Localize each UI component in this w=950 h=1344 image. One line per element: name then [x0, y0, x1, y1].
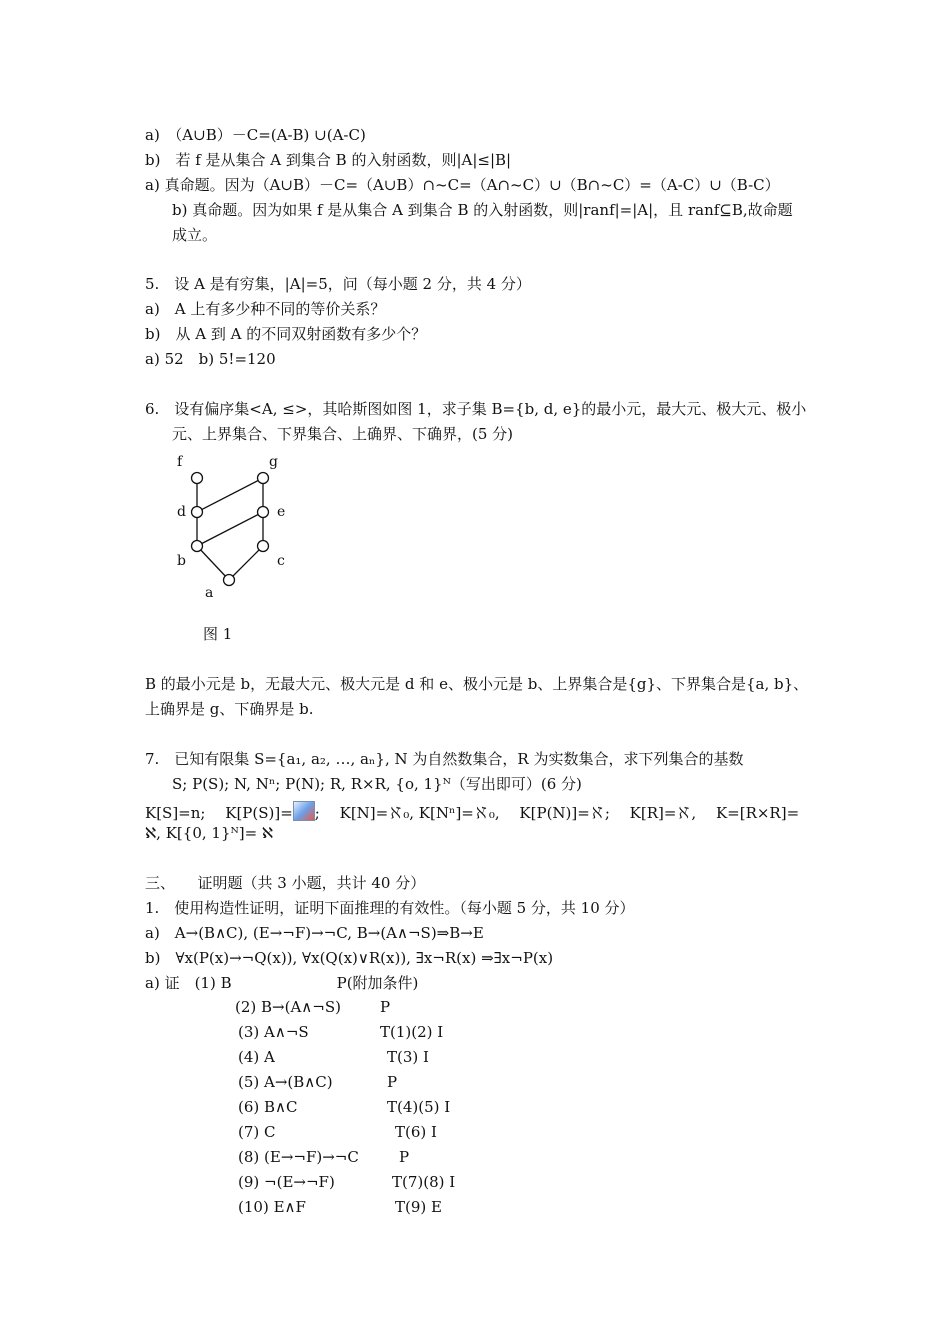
proof-reason: T(7)(8) I: [392, 1173, 456, 1191]
proof-step: (6) B∧C: [238, 1098, 298, 1116]
node-d: [192, 507, 203, 518]
node-c: [258, 541, 269, 552]
text-line: S; P(S); N, Nⁿ; P(N); R, R×R, {o, 1}ᴺ（写出即可）(6 分): [172, 775, 582, 793]
text-line: ℵ, K[{0, 1}ᴺ]= ℵ: [145, 824, 274, 842]
text-line: a) A 上有多少种不同的等价关系？: [145, 300, 386, 318]
text-line: a) 真命题。因为（A∪B）－C=（A∪B）∩~C=（A∩~C）∪（B∩~C）=（A-C）∪（B-C）: [145, 176, 780, 194]
node-f: [192, 473, 203, 484]
text-line: a) A→(B∧C), (E→¬F)→¬C, B→(A∧¬S)⇒B→E: [145, 924, 484, 942]
text-line: a) 证 (1) B P(附加条件): [145, 974, 419, 992]
hasse-diagram: [165, 450, 305, 610]
proof-step: (3) A∧¬S: [238, 1023, 309, 1041]
proof-reason: P: [380, 998, 391, 1016]
question-heading: 5. 设 A 是有穷集，|A|=5，问（每小题 2 分，共 4 分）: [145, 275, 531, 293]
node-e: [258, 507, 269, 518]
proof-reason: T(4)(5) I: [387, 1098, 451, 1116]
proof-reason: T(1)(2) I: [380, 1023, 444, 1041]
proof-step: (9) ¬(E→¬F): [238, 1173, 335, 1191]
label-d: d: [177, 504, 186, 520]
text-line: b) 若 f 是从集合 A 到集合 B 的入射函数，则|A|≤|B|: [145, 151, 512, 169]
text-line: a) （A∪B）－C=(A-B) ∪(A-C): [145, 126, 366, 144]
figure-caption: 图 1: [203, 625, 233, 643]
label-e: e: [277, 504, 286, 520]
text-line: B 的最小元是 b，无最大元、极大元是 d 和 e、极小元是 b、上界集合是{g}、下界集合是{a, b}、: [145, 675, 809, 693]
label-g: g: [269, 454, 278, 470]
text-span: ; K[N]=ℵ₀, K[Nⁿ]=ℵ₀, K[P(N)]=ℵ; K[R]=ℵ, K=[R×R]=: [314, 804, 800, 822]
proof-reason: T(3) I: [387, 1048, 429, 1066]
text-line: b) 从 A 到 A 的不同双射函数有多少个？: [145, 325, 427, 343]
picture-icon: [293, 801, 315, 821]
question-heading: 7. 已知有限集 S={a₁, a₂, …, aₙ}, N 为自然数集合，R 为实数集合，求下列集合的基数: [145, 750, 744, 768]
proof-step: (10) E∧F: [238, 1198, 306, 1216]
text-line: 成立。: [172, 226, 218, 244]
node-a: [224, 575, 235, 586]
node-b: [192, 541, 203, 552]
proof-reason: P: [399, 1148, 410, 1166]
proof-step: (8) (E→¬F)→¬C: [238, 1148, 359, 1166]
label-a: a: [205, 585, 214, 601]
question-heading: 6. 设有偏序集<A, ≤>，其哈斯图如图 1，求子集 B={b, d, e}的最小元，最大元、极大元、极小: [145, 400, 807, 418]
proof-step: (2) B→(A∧¬S): [235, 998, 341, 1016]
label-b: b: [177, 553, 186, 569]
text-line: b) ∀x(P(x)→¬Q(x)), ∀x(Q(x)∨R(x)), ∃x¬R(x) ⇒∃x¬P(x): [145, 949, 554, 967]
proof-reason: T(6) I: [395, 1123, 437, 1141]
text-line: b) 真命题。因为如果 f 是从集合 A 到集合 B 的入射函数，则|ranf|=|A|，且 ranf⊆B,故命题: [172, 201, 793, 219]
proof-step: (5) A→(B∧C): [238, 1073, 333, 1091]
text-line: 上确界是 g、下确界是 b.: [145, 700, 314, 718]
label-c: c: [277, 553, 285, 569]
text-line: 元、上界集合、下界集合、上确界、下确界，(5 分): [172, 425, 514, 443]
proof-step: (4) A: [238, 1048, 275, 1066]
text-span: K[S]=n; K[P(S)]=: [145, 804, 293, 822]
proof-reason: P: [387, 1073, 398, 1091]
proof-step: (7) C: [238, 1123, 276, 1141]
section-heading: 三、 证明题（共 3 小题，共计 40 分）: [145, 874, 426, 892]
text-line: [145, 801, 799, 821]
proof-reason: T(9) E: [395, 1198, 442, 1216]
question-heading: 1. 使用构造性证明，证明下面推理的有效性。（每小题 5 分，共 10 分）: [145, 899, 635, 917]
label-f: f: [177, 454, 183, 470]
node-g: [258, 473, 269, 484]
text-line: a) 52 b) 5!=120: [145, 350, 276, 368]
